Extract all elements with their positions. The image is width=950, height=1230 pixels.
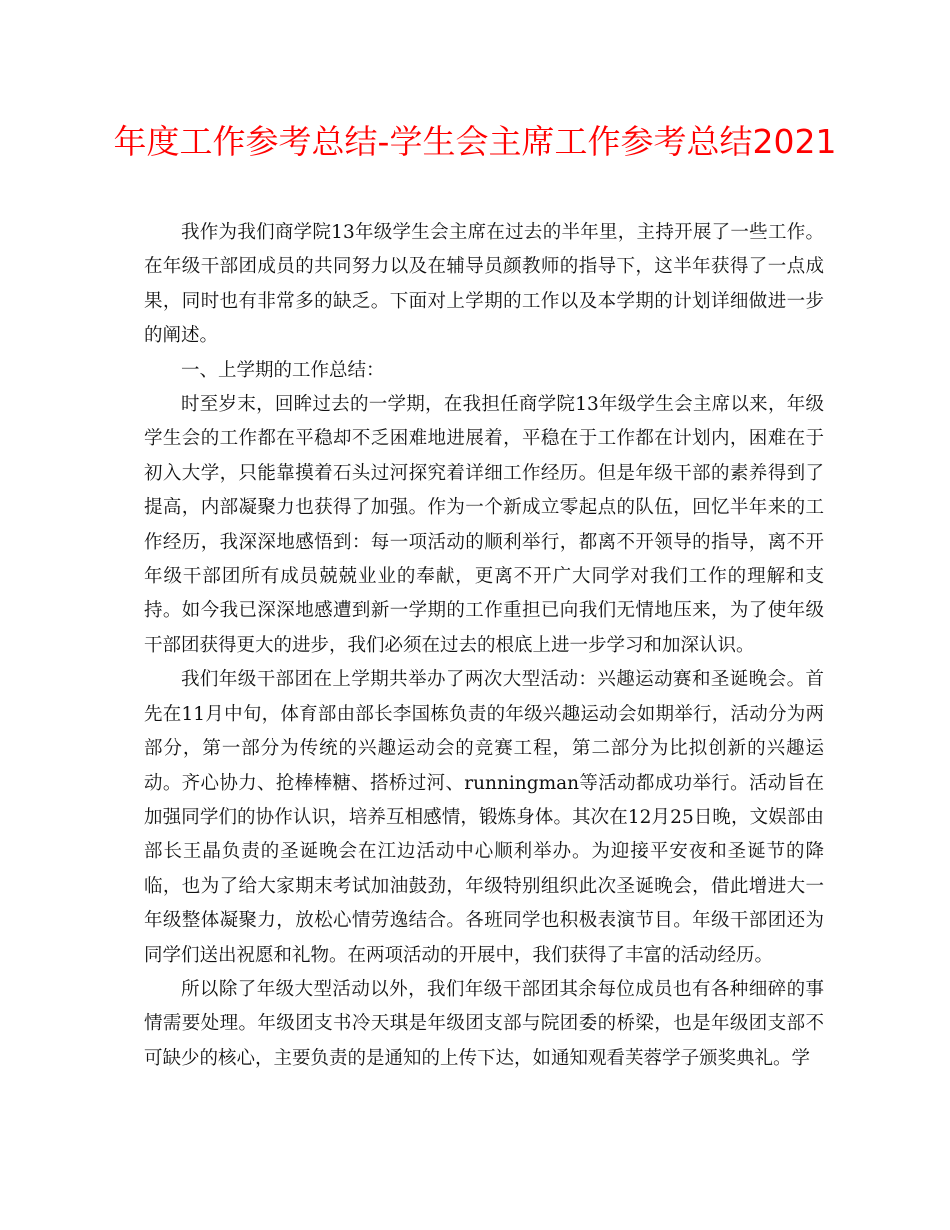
document-body bbox=[144, 216, 824, 1076]
paragraph-summary: 时至岁末，回眸过去的一学期，在我担任商学院13年级学生会主席以来，年级学生会的工作都在平稳却不乏困难地进展着，平稳在于工作都在计划内，困难在于初入大学，只能靠摸着石头过河探究着详细工作经历。但是年级干部的素养得到了提高，内部凝聚力也获得了加强。作为一个新成立零起点的队伍，回忆半年来的工作经历，我深深地感悟到：每一项活动的顺利举行，都离不开领导的指导，离不开年级干部团所有成员兢兢业业的奉献，更离不开广大同学对我们工作的理解和支持。如今我已深深地感遭到新一学期的工作重担已向我们无情地压来，为了使年级干部团获得更大的进步，我们必须在过去的根底上进一步学习和加深认识。 bbox=[144, 394, 824, 656]
document-title: 年度工作参考总结-学生会主席工作参考总结2021 bbox=[113, 122, 837, 161]
paragraph-intro: 我作为我们商学院13年级学生会主席在过去的半年里，主持开展了一些工作。在年级干部团成员的共同努力以及在辅导员颜教师的指导下，这半年获得了一点成果，同时也有非常多的缺乏。下面对上学期的工作以及本学期的计划详细做进一步的阐述。 bbox=[144, 222, 824, 347]
paragraph-activities: 我们年级干部团在上学期共举办了两次大型活动：兴趣运动赛和圣诞晚会。首先在11月中旬，体育部由部长李国栋负责的年级兴趣运动会如期举行，活动分为两部分，第一部分为传统的兴趣运动会的竞赛工程，第二部分为比拟创新的兴趣运动。齐心协力、抢棒棒糖、搭桥过河、runningman等活动都成功举行。活动旨在加强同学们的协作认识，培养互相感情，锻炼身体。其次在12月25日晚，文娱部由部长王晶负责的圣诞晚会在江边活动中心顺利举办。为迎接平安夜和圣诞节的降临，也为了给大家期末考试加油鼓劲，年级特别组织此次圣诞晚会，借此增进大一年级整体凝聚力，放松心情劳逸结合。各班同学也积极表演节目。年级干部团还为同学们送出祝愿和礼物。在两项活动的开展中，我们获得了丰富的活动经历。 bbox=[144, 669, 824, 966]
paragraph-members: 所以除了年级大型活动以外，我们年级干部团其余每位成员也有各种细碎的事情需要处理。年级团支书冷天琪是年级团支部与院团委的桥梁，也是年级团支部不可缺少的核心，主要负责的是通知的上传下达，如通知观看芙蓉学子颁奖典礼。学 bbox=[144, 978, 824, 1069]
section-heading: 一、上学期的工作总结： bbox=[181, 359, 385, 381]
